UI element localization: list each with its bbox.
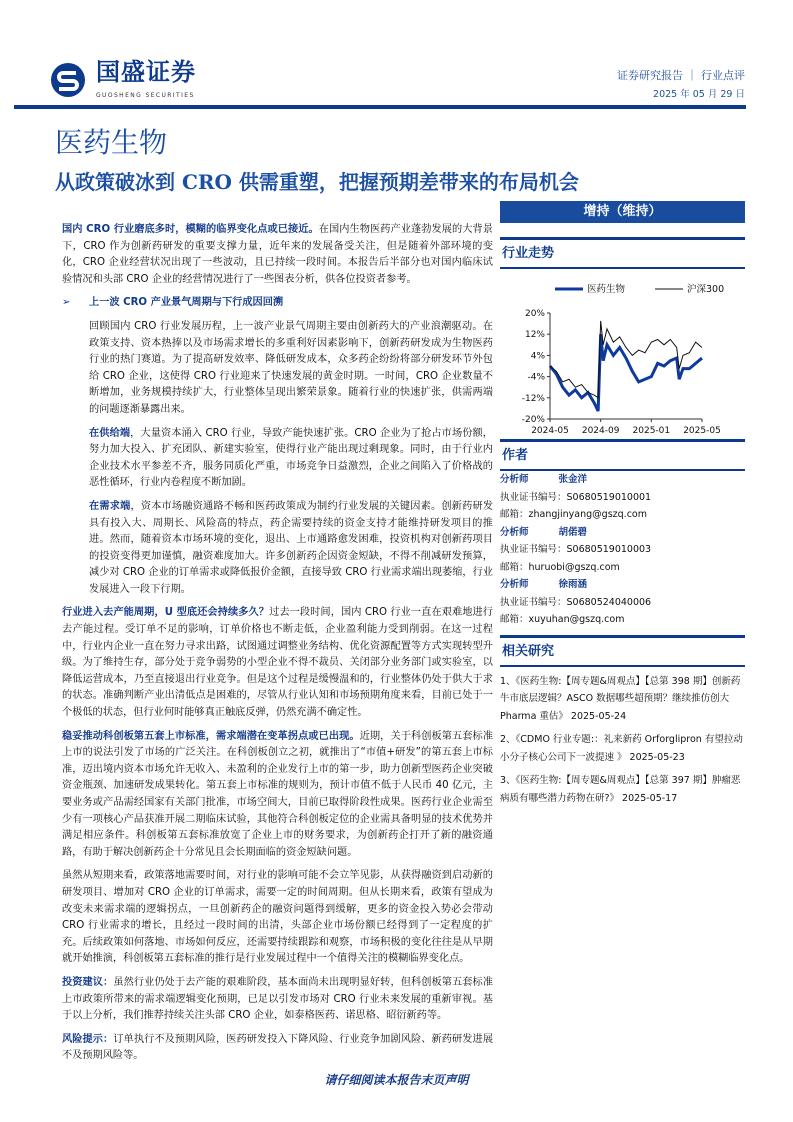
author-role: 分析师 xyxy=(500,526,529,538)
author-role: 分析师 xyxy=(500,474,529,485)
paragraph-lead: 国内 CRO 行业磨底多时，模糊的临界变化点或已接近。 xyxy=(62,224,319,235)
y-tick-label: -4% xyxy=(527,372,545,383)
logo-subtext: GUOSHENG SECURITIES xyxy=(96,92,195,99)
legend-label: 医药生物 xyxy=(587,284,626,295)
paragraph-text: 过去一段时间，国内 CRO 行业一直在艰难地进行去产能过程。受订单不足的影响，订单价格也不断走低，企业盈利能力受到削弱。在这一过程中，行业内企业一直在努力寻求出路，试图通过调整业务结构、优化资源配置等方式实现转型升级。为了维持生存，部分处于竞争弱势的小型企业不得不裁员、关闭部分业务部门或实验室，以降低运营成本，乃至直接退出行业竞争。但是这个过程是缓慢温和的，行业整体仍处于供大于求的状态。准确判断产业出清低点是困难的，尽管从行业认知和市场预期角度来看，目前已处于一个极低的状态，但行业何时能够真正触底反弹，仍然充满不确定性。 xyxy=(62,607,493,719)
header-divider xyxy=(14,105,746,109)
arrow-bullet-icon: ➢ xyxy=(62,297,71,309)
y-tick-label: 20% xyxy=(524,309,545,319)
series-line-pharma xyxy=(550,334,702,411)
paragraph-lead: 在需求端 xyxy=(89,500,131,512)
section-heading-trend: 行业走势 xyxy=(500,237,745,269)
paragraph-text: 订单执行不及预期风险，医药研发投入下降风险、行业竞争加剧风险、新药研发进展不及预期风险等。 xyxy=(62,1033,494,1062)
author xyxy=(500,524,745,577)
footer-disclaimer: 请仔细阅读本报告末页声明 xyxy=(324,1073,469,1087)
author-name-line xyxy=(500,524,745,542)
x-tick-label: 2024-05 xyxy=(531,426,569,433)
author-name: 徐雨涵 xyxy=(558,579,588,590)
y-tick-label: -20% xyxy=(521,415,545,425)
paragraph xyxy=(62,222,493,288)
paragraph-lead: 行业进入去产能周期，U 型底还会持续多久？ xyxy=(62,607,270,619)
author xyxy=(500,576,745,629)
author-role: 分析师 xyxy=(500,579,529,590)
paragraph xyxy=(62,426,493,492)
subheading-text: 上一波 CRO 产业景气周期与下行成因回溯 xyxy=(89,297,284,309)
paragraph-lead: 稳妥推动科创板第五套上市标准，需求端潜在变革拐点或已出现。 xyxy=(62,730,360,742)
body-column xyxy=(62,222,493,1072)
sidebar xyxy=(500,201,745,807)
report-headline: 从政策破冰到 CRO 供需重塑，把握预期差带来的布局机会 xyxy=(55,170,579,194)
paragraph xyxy=(62,729,493,862)
y-tick-label: 4% xyxy=(530,351,545,362)
author-name: 张金洋 xyxy=(558,474,588,485)
section-heading-authors: 作者 xyxy=(500,439,745,471)
logo-text: 国盛证券 xyxy=(96,58,196,86)
paragraph-text: ，大量资本涌入 CRO 行业，导致产能快速扩张。CRO 企业为了抢占市场份额，努力加大投入、扩充团队、新建实验室，使得行业产能出现过剩现象。同时，由于行业内企业技术水平参差不齐，服务同质化严重，市场竞争日益激烈，企业之间陷入了价格战的恶性循环，行业内卷程度不断加剧。 xyxy=(89,427,493,489)
authors-list xyxy=(500,471,745,629)
paragraph xyxy=(62,499,493,599)
paragraph: 回顾国内 CRO 行业发展历程，上一波产业景气周期主要由创新药大的产业浪潮驱动。在政策支持、资本热捧以及市场需求增长的多重利好因素影响下，创新药研发成为生物医药行业的热门赛道。为了提高研发效率、降低研发成本，众多药企纷纷将部分研发环节外包给 CRO 企业，这使得 CRO 行业迎来了快速发展的黄金时期。一时间，CRO 企业数量不断增加，业务规模持续扩大，行业整体呈现出繁荣景象。随着行业的快速扩张，供需两端的问题逐渐暴露出来。 xyxy=(89,320,493,415)
paragraph-text: 近期，关于科创板第五套标准上市的说法引发了市场的广泛关注。在科创板创立之初，就推出了“市值+研发”的第五套上市标准，迈出境内资本市场允许无收入、未盈利的企业发行上市的第一步，助力创新型医药企业突破资金瓶颈、加速研发成果转化。第五套上市标准的规则为，预计市值不低于人民币 40 亿元，主要业务或产品需经国家有关部门批准，市场空间大，目前已取得阶段性成果。医药行业企业需至少有一项核心产品获准开展二期临床试验，其他符合科创板定位的企业需具备明显的技术优势并满足相应条件。科创板第五套标准放宽了企业上市的财务要求，为创新药企打开了新的融资通路，有助于解决创新药企十分常见且会长期面临的资金短缺问题。 xyxy=(62,730,494,858)
x-tick-label: 2025-05 xyxy=(683,426,721,433)
author-name-line xyxy=(500,471,745,489)
y-tick-label: 12% xyxy=(524,330,545,341)
legend-label: 沪深300 xyxy=(687,284,725,295)
paragraph-lead: 风险提示： xyxy=(62,1033,114,1045)
paragraph-text: 虽然行业仍处于去产能的艰难阶段，基本面尚未出现明显好转，但科创板第五套标准上市政策所带来的需求端逻辑变化预期，已足以引发市场对 CRO 行业未来发展的重新审视。基于以上分析，我们推荐持续关注头部 CRO 企业，如泰格医药、诺思格、昭衍新药等。 xyxy=(62,976,494,1022)
guosheng-logo-icon xyxy=(50,62,86,98)
author-cert: 执业证书编号：S0680524040006 xyxy=(500,596,652,608)
paragraph: 虽然从短期来看，政策落地需要时间，对行业的影响可能不会立竿见影，从获得融资到启动新的研发项目、增加对 CRO 企业的订单需求，需要一定的时间周期。但从长期来看，政策有望成为改变未来需求端的逻辑拐点，一旦创新药企的融资问题得到缓解，更多的资金投入势必会带动 CRO 行业需求的增长，且经过一段时间的出清，头部企业市场份额已经得到了一定程度的扩充。后续政策如何落地、市场如何反应，还需要持续跟踪和观察，市场积极的变化往往是从早期就开始推演，科创板第五套标准的推行是行业发展过程中一个值得关注的模糊临界变化点。 xyxy=(62,870,493,965)
author-cert: 执业证书编号：S0680519010003 xyxy=(500,544,652,555)
author-name: 胡偌碧 xyxy=(558,526,588,538)
rating-badge: 增持（维持） xyxy=(500,201,745,223)
paragraph xyxy=(62,975,493,1025)
report-type: 证券研究报告 ｜ 行业点评 xyxy=(617,69,745,82)
related-report-link[interactable]: 1、《医药生物:【周专题&周观点】【总第 398 期】创新药牛市底层逻辑？ASCO 数据哪些超预期？继续推仿创大 Pharma 重估》 2025-05-24 xyxy=(500,675,741,722)
subheading xyxy=(62,295,493,312)
author xyxy=(500,471,745,524)
paragraph xyxy=(62,1032,493,1065)
author-cert: 执业证书编号：S0680519010001 xyxy=(500,491,652,503)
paragraph-lead: 投资建议： xyxy=(62,976,114,988)
author-email[interactable]: 邮箱：huruobi@gszq.com xyxy=(500,561,620,573)
paragraph-text: ，资本市场融资通路不畅和医药政策成为制约行业发展的关键因素。创新药研发具有投入大、周期长、风险高的特点，药企需要持续的资金支持才能维持研发项目的推进。然而，随着资本市场环境的变化，退出、上市通路愈发困难，投资机构对创新药项目的投资变得更加谨慎，融资难度加大。许多创新药企因资金短缺，不得不削减研发预算，减少对 CRO 企业的订单需求或降低报价金额，直接导致 CRO 行业需求端出现萎缩，行业发展进入一段下行期。 xyxy=(89,500,494,595)
paragraph-text: 在国内生物医药产业蓬勃发展的大背景下，CRO 作为创新药研发的重要支撑力量，近年来的发展备受关注，但是随着外部环境的变化，CRO 企业经营状况出现了一些波动，且已持续一段时间。本报告后半部分也对国内临床试验情况和头部 CRO 企业的经营情况进行了一些图表分析，供各位投资者参考。 xyxy=(62,224,493,285)
related-report-link[interactable]: 2、《CDMO 行业专题:：礼来新药 Orforglipron 有望拉动小分子核心公司下一波提速 》 2025-05-23 xyxy=(500,734,743,763)
related-research-list xyxy=(500,673,745,808)
industry-trend-chart xyxy=(500,273,745,433)
report-date: 2025 年 05 月 29 日 xyxy=(653,89,745,100)
author-email[interactable]: 邮箱：zhangjinyang@gszq.com xyxy=(500,509,647,520)
sector-title: 医药生物 xyxy=(55,126,168,159)
x-tick-label: 2024-09 xyxy=(581,426,620,433)
author-email[interactable]: 邮箱：xuyuhan@gszq.com xyxy=(500,614,625,625)
related-report-link[interactable]: 3、《医药生物:【周专题&周观点】【总第 397 期】肿瘤恶病质有哪些潜力药物在研?》 2025-05-17 xyxy=(500,775,741,804)
author-name-line xyxy=(500,576,745,594)
section-heading-related: 相关研究 xyxy=(500,635,745,667)
y-tick-label: -12% xyxy=(521,393,545,404)
x-tick-label: 2025-01 xyxy=(632,426,671,433)
paragraph xyxy=(62,605,493,721)
paragraph-lead: 在供给端 xyxy=(89,427,131,439)
